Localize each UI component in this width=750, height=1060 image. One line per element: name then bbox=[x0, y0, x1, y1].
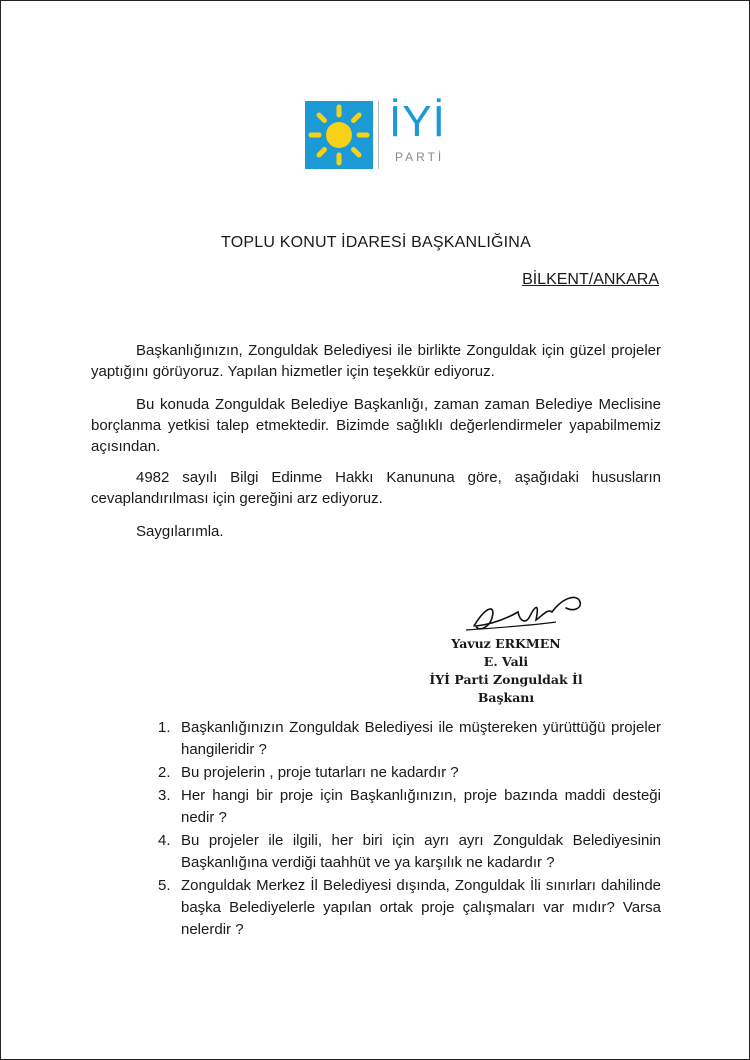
list-item-text: Bu projelerin , proje tutarları ne kadardır ? bbox=[181, 764, 459, 781]
list-item-number: 3. bbox=[158, 787, 171, 804]
list-item-number: 1. bbox=[158, 719, 171, 736]
logo-subtitle: PARTİ bbox=[395, 150, 445, 164]
list-item-text: Bu projeler ile ilgili, her biri için ayrı ayrı Zonguldak Belediyesinin Başkanlığına verdiği taahhüt ve ya karşılık ne kadardır ? bbox=[181, 832, 661, 871]
list-item-text: Her hangi bir proje için Başkanlığınızın, proje bazında maddi desteği nedir ? bbox=[181, 787, 661, 826]
signatory-position: İYİ Parti Zonguldak İl Başkanı bbox=[429, 672, 583, 705]
signatory-title: E. Vali bbox=[483, 654, 529, 669]
questions-list bbox=[91, 717, 661, 942]
logo-divider bbox=[378, 101, 379, 169]
list-item bbox=[91, 830, 661, 874]
list-item-number: 4. bbox=[158, 832, 171, 849]
logo-wordmark: İYİ bbox=[389, 97, 446, 146]
list-item-number: 2. bbox=[158, 764, 171, 781]
letter-location: BİLKENT/ANKARA bbox=[522, 271, 659, 288]
letter-addressee: TOPLU KONUT İDARESİ BAŞKANLIĞINA bbox=[221, 234, 531, 251]
signatory-name: Yavuz ERKMEN bbox=[451, 636, 561, 651]
signature-block bbox=[401, 635, 611, 707]
list-item-number: 5. bbox=[158, 877, 171, 894]
list-item bbox=[91, 785, 661, 829]
closing-salutation: Saygılarımla. bbox=[136, 523, 224, 540]
list-item-text: Zonguldak Merkez İl Belediyesi dışında, Zonguldak İli sınırları dahilinde başka Belediyelerle yapılan ortak proje çalışmaları var mıdır? Varsa nelerdir ? bbox=[181, 877, 661, 938]
list-item bbox=[91, 762, 661, 784]
sun-icon bbox=[305, 101, 373, 169]
paragraph-1: Başkanlığınızın, Zonguldak Belediyesi ile birlikte Zonguldak için güzel projeler yaptığını görüyoruz. Yapılan hizmetler için teşekkür ediyoruz. bbox=[91, 342, 661, 380]
list-item bbox=[91, 717, 661, 761]
party-logo bbox=[283, 91, 453, 186]
list-item-text: Başkanlığınızın Zonguldak Belediyesi ile müştereken yürüttüğü projeler hangileridir ? bbox=[181, 719, 661, 758]
paragraph-3: 4982 sayılı Bilgi Edinme Hakkı Kanununa göre, aşağıdaki hususların cevaplandırılması için gereğini arz ediyoruz. bbox=[91, 469, 661, 507]
paragraph-2: Bu konuda Zonguldak Belediye Başkanlığı, zaman zaman Belediye Meclisine borçlanma yetkisi talep etmektedir. Bizimde sağlıklı değerlendirmeler yapabilmemiz açısından. bbox=[91, 396, 661, 455]
list-item bbox=[91, 875, 661, 941]
logo-sun-box bbox=[305, 101, 373, 169]
